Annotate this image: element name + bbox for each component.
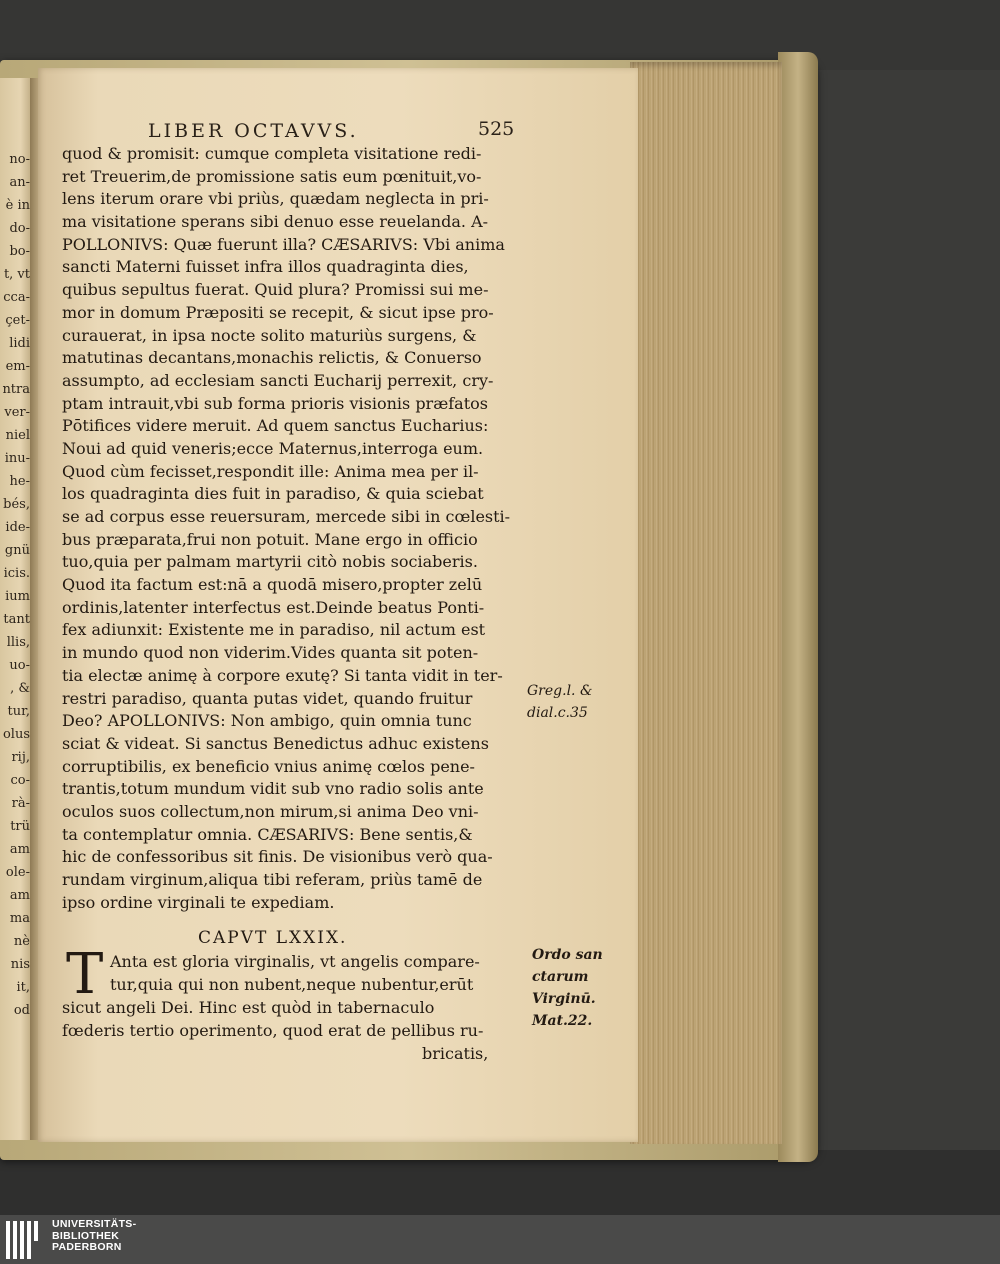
margin-note-gregory [527, 680, 592, 724]
body-line: Deo? APOLLONIVS: Non ambigo, quin omnia tunc [62, 711, 472, 731]
left-page-line: ole- [5, 865, 30, 880]
margin-note-line: Greg.l. & [527, 683, 593, 699]
body-line: se ad corpus esse reuersuram, mercede sibi in cœlesti- [62, 507, 511, 526]
body-line: hic de confessoribus sit finis. De visionibus verò qua- [62, 847, 493, 867]
body-line: rundam virginum,aliqua tibi referam, priùs tamē de [62, 870, 483, 889]
body-line: assumpto, ad ecclesiam sancti Eucharij perrexit, cry- [62, 370, 494, 390]
body-text [62, 143, 522, 914]
margin-note-line: ctarum [532, 969, 589, 985]
left-page-line: ium [5, 589, 30, 604]
body-line: trantis,totum mundum vidit sub vno radio solis ante [62, 779, 484, 799]
body-line: ta contemplatur omnia. CÆSARIVS: Bene sentis,& [62, 824, 473, 844]
page-edges [630, 62, 782, 1144]
margin-note-line: dial.c.35 [527, 705, 588, 721]
running-title: LIBER OCTAVVS. [148, 120, 359, 142]
body-line: POLLONIVS: Quæ fuerunt illa? CÆSARIVS: Vbi anima [62, 234, 505, 254]
left-page-line: è in [5, 198, 30, 213]
page-number: 525 [478, 118, 515, 140]
chapter-heading: CAPVT LXXIX. [198, 928, 348, 948]
body-line: ma visitatione sperans sibi denuo esse reuelanda. A- [62, 212, 489, 232]
body-line: bus præparata,frui non potuit. Mane ergo in officio [62, 529, 478, 549]
body-line: curauerat, in ipsa nocte solito maturiùs surgens, & [62, 325, 477, 345]
library-logo-icon [6, 1221, 42, 1259]
left-page [0, 78, 34, 1140]
left-page-line: t, vt [3, 267, 30, 282]
body-line: Quod cùm fecisset,respondit ille: Anima mea per il- [62, 461, 479, 481]
left-page-line: icis. [3, 566, 30, 581]
body-line: quibus sepultus fuerat. Quid plura? Promissi sui me- [62, 280, 489, 300]
margin-note-line: Virginū. [532, 991, 596, 1007]
body-line: sciat & videat. Si sanctus Benedictus adhuc existens [62, 733, 489, 753]
left-page-line: trü [10, 819, 30, 834]
logo-text-line: BIBLIOTHEK [52, 1229, 120, 1242]
margin-note-virgins [532, 944, 603, 1032]
left-page-line: çet- [5, 313, 30, 328]
left-page-line: nè [13, 934, 30, 949]
chapter-line: Anta est gloria virginalis, vt angelis compare- [110, 952, 480, 971]
body-line: restri paradiso, quanta putas videt, quando fruitur [62, 688, 473, 708]
left-page-line: gnü [4, 543, 30, 558]
cover-edge [778, 52, 818, 1162]
chapter-line: bricatis, [422, 1044, 489, 1063]
library-logo-text [52, 1219, 136, 1254]
left-page-line: rij, [11, 750, 30, 765]
left-page-line: it, [16, 980, 30, 995]
body-line: ipso ordine virginali te expediam. [62, 892, 335, 912]
body-line: tia electæ animę à corpore exutę? Si tanta vidit in ter- [62, 665, 503, 685]
chapter-line: sicut angeli Dei. Hinc est quòd in tabernaculo [62, 998, 435, 1017]
left-page-line: co- [10, 773, 30, 788]
left-page-line: od [13, 1003, 30, 1018]
left-page-line: lidi [9, 336, 30, 351]
left-page-line: tur, [7, 704, 30, 719]
left-page-fragments [0, 148, 34, 1022]
left-page-line: niel [5, 428, 30, 443]
left-page-line: ma [9, 911, 30, 926]
body-line: lens iterum orare vbi priùs, quædam neglecta in pri- [62, 189, 489, 209]
margin-note-line: Ordo san [532, 947, 603, 963]
body-line: fex adiunxit: Existente me in paradiso, nil actum est [62, 620, 486, 640]
body-line: Quod ita factum est:nā a quodā misero,propter zelū [62, 575, 483, 595]
logo-text-line: UNIVERSITÄTS- [52, 1218, 137, 1230]
left-page-line: he- [9, 474, 30, 489]
body-line: Pōtifices videre meruit. Ad quem sanctus Eucharius: [62, 416, 489, 436]
logo-text-line: PADERBORN [52, 1241, 122, 1253]
body-line: in mundo quod non viderim.Vides quanta sit poten- [62, 643, 479, 663]
body-line: mor in domum Præpositi se recepit, & sicut ipse pro- [62, 302, 494, 322]
margin-note-line: Mat.22. [532, 1013, 593, 1029]
left-page-line: am [9, 888, 30, 903]
body-line: tuo,quia per palmam martyrii citò nobis sociaberis. [62, 552, 478, 572]
left-page-line: uo- [9, 658, 30, 673]
library-footer [0, 1215, 1000, 1264]
body-line: Noui ad quid veneris;ecce Maternus,interroga eum. [62, 438, 484, 458]
left-page-line: am [9, 842, 30, 857]
body-line: los quadraginta dies fuit in paradiso, & quia sciebat [62, 484, 484, 504]
body-line: ptam intrauit,vbi sub forma prioris visionis præfatos [62, 393, 488, 413]
left-page-line: llis, [6, 635, 30, 650]
body-line: ordinis,latenter interfectus est.Deinde beatus Ponti- [62, 597, 485, 617]
left-page-line: ntra [2, 382, 30, 397]
left-page-line: ver- [4, 405, 30, 420]
body-line: sancti Materni fuisset infra illos quadraginta dies, [62, 257, 469, 277]
drop-capital: T [66, 942, 104, 1007]
left-page-line: rà- [11, 796, 30, 811]
left-page-line: inu- [4, 451, 30, 466]
left-page-line: an- [9, 175, 30, 190]
left-page-line: ide- [5, 520, 30, 535]
body-line: ret Treuerim,de promissione satis eum pœnituit,vo- [62, 166, 482, 186]
body-line: oculos suos collectum,non mirum,si anima Deo vni- [62, 801, 479, 821]
body-line: matutinas decantans,monachis relictis, & Conuerso [62, 348, 482, 368]
body-line: quod & promisit: cumque completa visitatione redi- [62, 144, 482, 163]
left-page-line: olus [2, 727, 30, 742]
left-page-line: do- [9, 221, 30, 236]
body-line: corruptibilis, ex beneficio vnius animę cœlos pene- [62, 756, 475, 776]
left-page-line: em- [5, 359, 30, 374]
left-page-line: bo- [9, 244, 30, 259]
left-page-line: nis [10, 957, 30, 972]
left-page-line: bés, [3, 497, 30, 512]
chapter-line: fœderis tertio operimento, quod erat de pellibus ru- [62, 1021, 484, 1040]
left-page-line: cca- [3, 290, 30, 305]
left-page-line: no- [9, 152, 30, 167]
chapter-line: tur,quia qui non nubent,neque nubentur,erūt [110, 975, 474, 994]
left-page-line: tant [3, 612, 30, 627]
chapter-text [62, 942, 532, 1065]
left-page-line: , & [10, 681, 30, 696]
